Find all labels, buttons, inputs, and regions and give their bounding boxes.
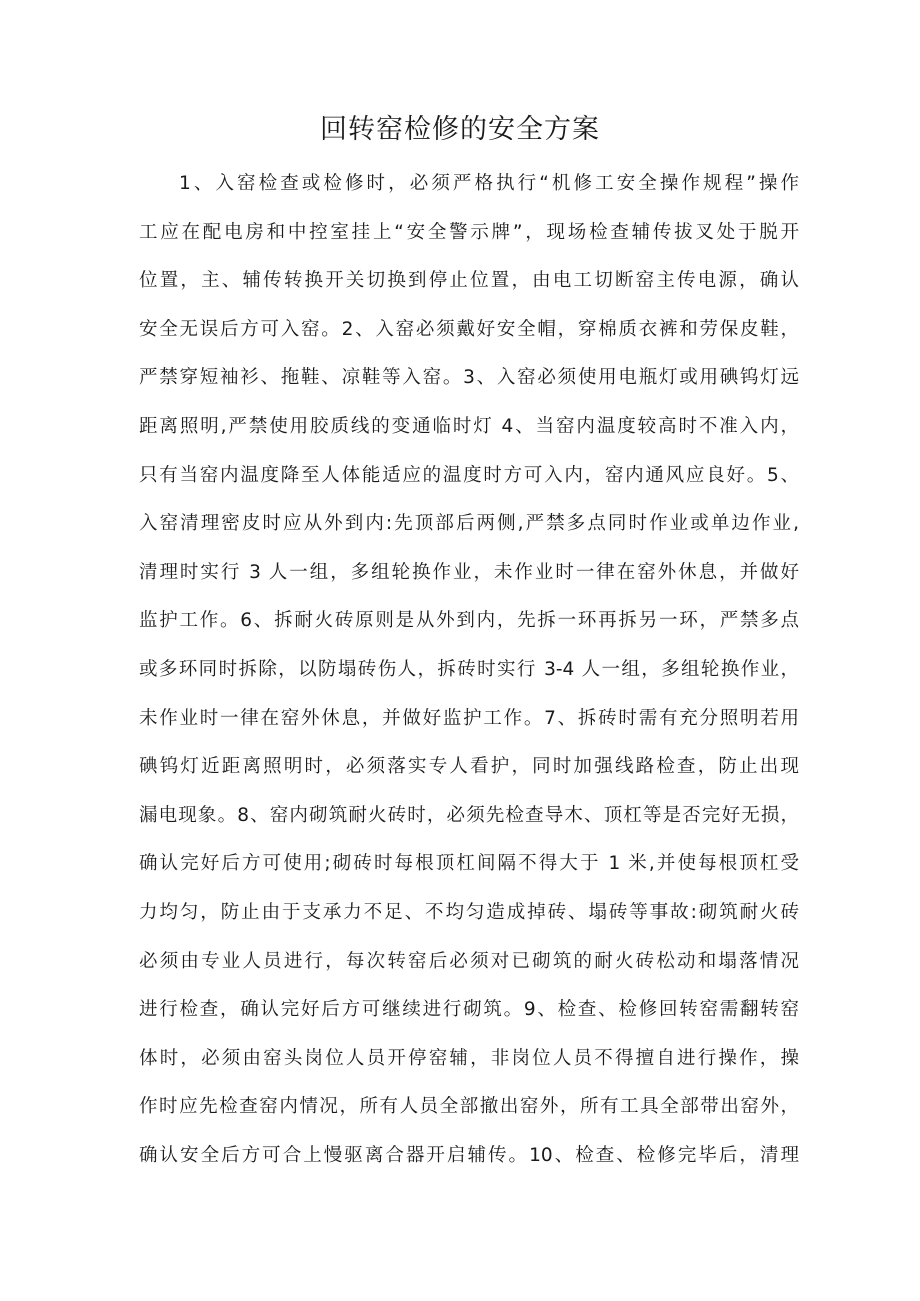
body-line: 工应在配电房和中控室挂上“安全警示牌”，现场检查辅传拔叉处于脱开 — [139, 221, 799, 243]
body-line: 作时应先检查窑内情况，所有人员全部撤出窑外，所有工具全部带出窑外， — [139, 1096, 799, 1118]
body-line: 确认安全后方可合上慢驱离合器开启辅传。10、检查、检修完毕后，清理 — [139, 1144, 799, 1166]
document-body — [139, 160, 799, 1180]
body-line: 进行检查，确认完好后方可继续进行砌筑。9、检查、检修回转窑需翻转窑 — [139, 999, 799, 1021]
body-line: 漏电现象。8、窑内砌筑耐火砖时，必须先检查导木、顶杠等是否完好无损， — [139, 804, 799, 826]
body-line: 距离照明,严禁使用胶质线的变通临时灯 4、当窑内温度较高时不准入内， — [139, 415, 799, 437]
body-line: 清理时实行 3 人一组，多组轮换作业，未作业时一律在窑外休息，并做好 — [139, 561, 799, 583]
body-line: 1、入窑检查或检修时，必须严格执行“机修工安全操作规程”操作 — [179, 173, 799, 194]
body-line: 必须由专业人员进行，每次转窑后必须对已砌筑的耐火砖松动和塌落情况 — [139, 950, 799, 972]
body-line: 体时，必须由窑头岗位人员开停窑辅，非岗位人员不得擅自进行操作，操 — [139, 1047, 799, 1069]
body-line: 严禁穿短袖衫、拖鞋、凉鞋等入窑。3、入窑必须使用电瓶灯或用碘钨灯远 — [139, 367, 799, 389]
body-line: 只有当窑内温度降至人体能适应的温度时方可入内，窑内通风应良好。5、 — [139, 464, 799, 486]
body-line: 未作业时一律在窑外休息，并做好监护工作。7、拆砖时需有充分照明若用 — [139, 707, 799, 729]
body-line: 或多环同时拆除，以防塌砖伤人，拆砖时实行 3-4 人一组，多组轮换作业， — [139, 658, 799, 680]
body-line: 碘钨灯近距离照明时，必须落实专人看护，同时加强线路检查，防止出现 — [139, 756, 799, 778]
document-title: 回转窑检修的安全方案 — [320, 114, 600, 145]
body-line: 入窑清理密皮时应从外到内:先顶部后两侧,严禁多点同时作业或单边作业, — [139, 513, 799, 535]
body-line: 确认完好后方可使用;砌砖时每根顶杠间隔不得大于 1 米,并使每根顶杠受 — [139, 853, 799, 875]
body-line: 力均匀，防止由于支承力不足、不均匀造成掉砖、塌砖等事故:砌筑耐火砖 — [139, 901, 799, 923]
body-line: 位置，主、辅传转换开关切换到停止位置，由电工切断窑主传电源，确认 — [139, 270, 799, 292]
body-line: 监护工作。6、拆耐火砖原则是从外到内，先拆一环再拆另一环，严禁多点 — [139, 610, 799, 632]
body-line: 安全无误后方可入窑。2、入窑必须戴好安全帽，穿棉质衣裤和劳保皮鞋， — [139, 318, 799, 340]
